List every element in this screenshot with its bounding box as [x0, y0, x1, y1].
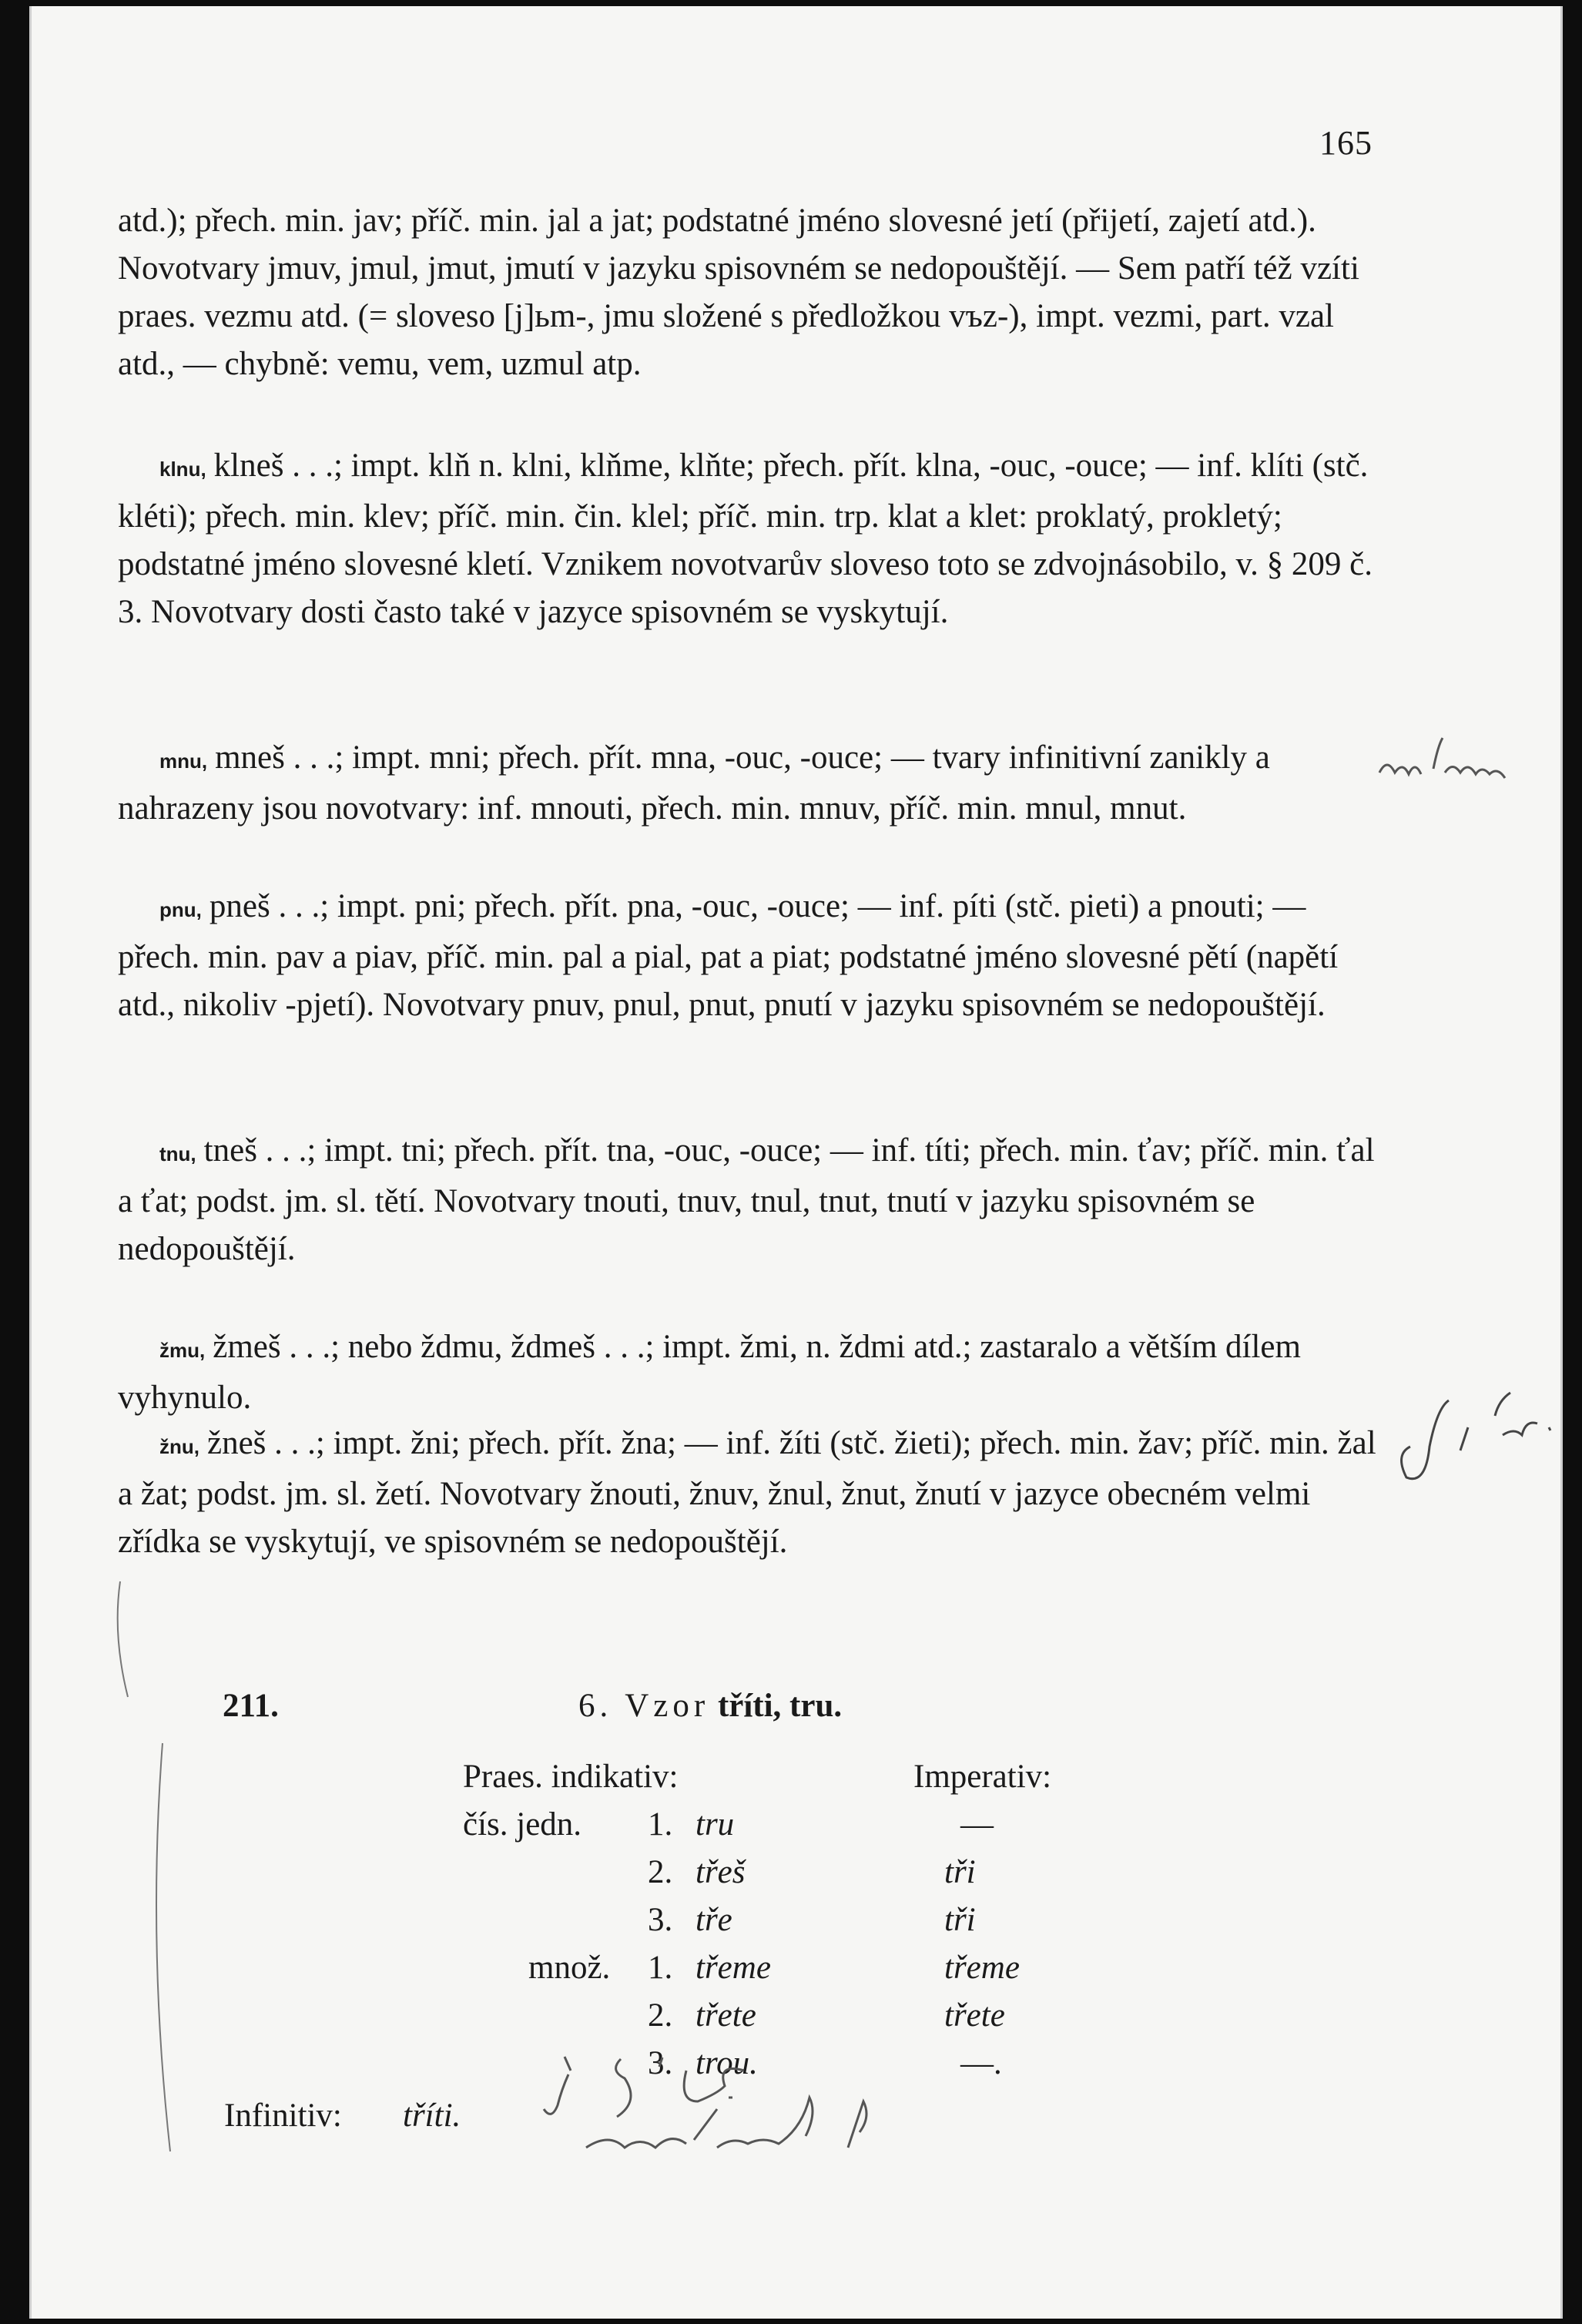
entry-text: tneš . . .; impt. tni; přech. přít. tna, -ouc, -ouce; — inf. títi; přech. min. ťav; příč. min. ťal a ťat; podst. jm. sl. tětí. Novotvary tnouti, tnuv, tnul, tnut, tnutí v jazyku spisovném se nedopouštějí. — [118, 1132, 1375, 1267]
pencil-margin-mark — [139, 1739, 186, 2155]
row-imper-form: třete — [944, 1997, 1005, 2034]
infinitive-value: tříti. — [403, 2098, 461, 2134]
row-praes-form: trou. — [695, 2045, 758, 2081]
row-imper-form: tři — [944, 1854, 976, 1890]
entry-headword: mnu, — [159, 750, 208, 773]
row-imper-form: —. — [960, 2045, 1002, 2081]
section-title-bold: tříti, tru. — [717, 1688, 843, 1724]
pencil-annotation-mark — [1387, 1385, 1572, 1493]
entry-headword: klnu, — [159, 458, 206, 481]
row-person: 1. — [648, 1806, 673, 1843]
row-number-label: čís. jedn. — [463, 1806, 582, 1843]
row-imper-form: tři — [944, 1902, 976, 1938]
row-praes-form: třete — [695, 1997, 756, 2034]
row-praes-form: třeš — [695, 1854, 746, 1890]
row-praes-form: tru — [695, 1806, 735, 1843]
imper-header: Imperativ: — [913, 1759, 1052, 1795]
entry-tnu — [118, 1127, 1381, 1273]
entry-text: žneš . . .; impt. žni; přech. přít. žna; — inf. žíti (stč. žieti); přech. min. žav; příč. min. žal a žat; podst. jm. sl. žetí. Novotvary žnouti, žnuv, žnul, žnut, žnutí v jazyce obecném velmi zřídka se vyskytují, ve spisovném se nedopouštějí. — [118, 1425, 1376, 1560]
entry-text: pneš . . .; impt. pni; přech. přít. pna, -ouc, -ouce; — inf. píti (stč. pieti) a pnouti; — přech. min. pav a piav, příč. min. pal a pial, pat a piat; podstatné jméno slovesné pětí (napětí atd., nikoliv -pjetí). Novotvary pnuv, pnul, pnut, pnutí v jazyku spisovném se nedopouštějí. — [118, 888, 1339, 1023]
row-praes-form: tře — [695, 1902, 732, 1938]
entry-pnu — [118, 883, 1381, 1029]
entry-headword: pnu, — [159, 898, 202, 921]
entry-znu — [118, 1420, 1381, 1566]
section-title-prefix: 6. Vzor — [578, 1688, 710, 1724]
praes-header: Praes. indikativ: — [463, 1759, 679, 1795]
row-person: 2. — [648, 1854, 673, 1890]
row-praes-form: třeme — [695, 1950, 771, 1986]
row-person: 1. — [648, 1950, 673, 1986]
pencil-margin-mark — [105, 1578, 136, 1701]
page-number: 165 — [1319, 124, 1373, 162]
section-title — [578, 1687, 842, 1725]
entry-klnu — [118, 442, 1381, 636]
entry-headword: žmu, — [159, 1339, 206, 1362]
row-person: 3. — [648, 2045, 673, 2081]
entry-headword: tnu, — [159, 1142, 196, 1165]
infinitive-label: Infinitiv: — [224, 2098, 342, 2134]
row-person: 3. — [648, 1902, 673, 1938]
section-number: 211. — [223, 1688, 279, 1724]
paragraph-text: atd.); přech. min. jav; příč. min. jal a jat; podstatné jméno slovesné jetí (přijetí, zajetí atd.). Novotvary jmuv, jmul, jmut, jmutí v jazyku spisovném se nedopouštějí. — Sem patří též vzíti praes. vezmu atd. (= sloveso [j]ьm-, jmu složené s předložkou vъz-), impt. vezmi, part. vzal atd., — chybně: vemu, vem, uzmul atp. — [118, 203, 1359, 382]
paragraph-continuation — [118, 197, 1381, 388]
row-imper-form: — — [960, 1806, 994, 1843]
row-imper-form: třeme — [944, 1950, 1020, 1986]
entry-text: žmeš . . .; nebo ždmu, ždmeš . . .; impt. žmi, n. ždmi atd.; zastaralo a větším dílem vyhynulo. — [118, 1329, 1301, 1416]
row-person: 2. — [648, 1997, 673, 2034]
entry-zmu — [118, 1323, 1381, 1422]
pencil-annotation-mark — [1372, 730, 1557, 792]
entry-mnu — [118, 734, 1381, 833]
entry-text: mneš . . .; impt. mni; přech. přít. mna, -ouc, -ouce; — tvary infinitivní zanikly a nahrazeny jsou novotvary: inf. mnouti, přech. min. mnuv, příč. min. mnul, mnut. — [118, 739, 1270, 827]
book-page — [29, 6, 1563, 2319]
entry-text: klneš . . .; impt. klň n. klni, klňme, klňte; přech. přít. klna, -ouc, -ouce; — inf. klíti (stč. kléti); přech. min. klev; příč. min. čin. klel; příč. min. trp. klat a klet: proklatý, prokletý; podstatné jméno slovesné kletí. Vznikem novotvarův sloveso toto se zdvojnásobilo, v. § 209 č. 3. Novotvary dosti často také v jazyce spisovném se vyskytují. — [118, 448, 1373, 630]
row-number-label: množ. — [528, 1950, 611, 1986]
entry-headword: žnu, — [159, 1435, 199, 1458]
